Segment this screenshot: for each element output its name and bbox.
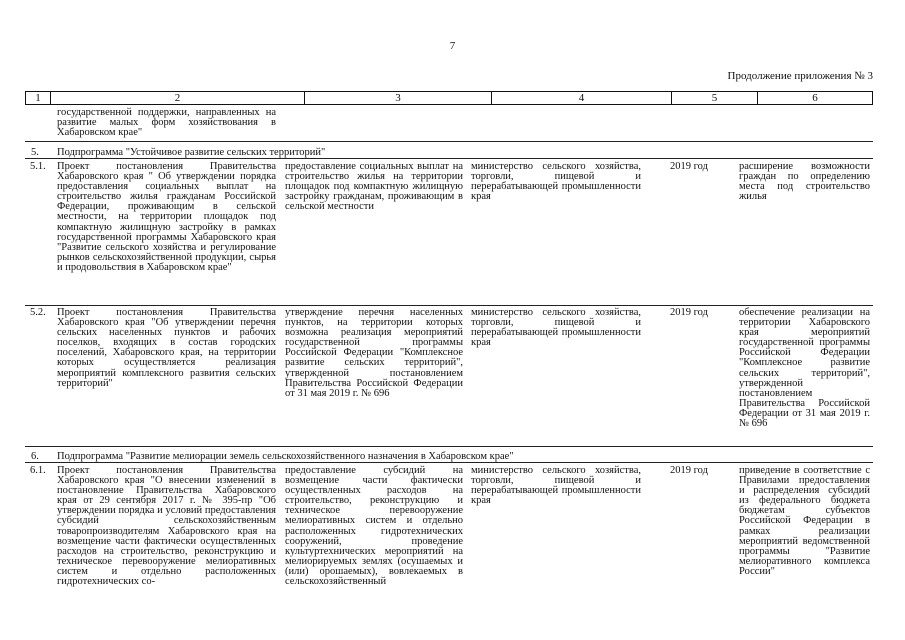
header-col-1: 1 <box>26 92 51 104</box>
row-divider <box>25 305 873 306</box>
appendix-continuation: Продолжение приложения № 3 <box>727 70 873 82</box>
section-title: Подпрограмма "Развитие мелиорации земель сельскохозяйственного назначения в Хабаровском крае" <box>57 451 514 462</box>
row-result: расширение возможности граждан по определению места под строительство жилья <box>739 161 870 203</box>
row-act: Проект постановления Правительства Хабаровского края " Об утверждении порядка предоставления социальных выплат на строительство жилья гражданам Российской Федерации, проживающим в сельской местности, на территории площадок под компактную жилищную застройку в рамках государственной программы Хабаровского края "Развитие сельского хозяйства и регулирование рынков сельскохозяйственной продукции, сырья и продовольствия в Хабаровском крае" <box>57 161 276 273</box>
row-subject: предоставление социальных выплат на строительство жилья на территории площадок под компактную жилищную застройку гражданам, проживающим в сельской местности <box>285 161 463 213</box>
header-col-2: 2 <box>51 92 305 104</box>
header-col-6: 6 <box>812 92 818 104</box>
row-result: обеспечение реализации на территории Хабаровского края мероприятий государственной программы Российской Федерации "Комплексное развитие сельских территорий", утвержденной постановлением Правительства Российской Федерации от 31 мая 2019 г. № 696 <box>739 307 870 430</box>
row-divider <box>25 158 873 159</box>
section-number: 6. <box>31 451 39 462</box>
row-act: Проект постановления Правительства Хабаровского края "О внесении изменений в постановление Правительства Хабаровского края от 29 сентября 2017 г. № 395-пр "Об утверждении порядка и условий предоставления субсидий сельскохозяйственным товаропроизводителям Хабаровского края на возмещение части фактически осуществленных расходов на строительство, реконструкцию и техническое перевооружение мелиоративных систем и отдельно расположенных гидротехнических со- <box>57 465 276 588</box>
page-number: 7 <box>449 40 456 52</box>
row-number: 5.1. <box>30 161 46 172</box>
row-year: 2019 год <box>670 307 708 318</box>
row-number: 5.2. <box>30 307 46 318</box>
section-title: Подпрограмма "Устойчивое развитие сельских территорий" <box>57 147 326 158</box>
section-number: 5. <box>31 147 39 158</box>
carry-over-text: государственной поддержки, направленных на развитие малых форм хозяйствования в Хабаровском крае" <box>57 107 276 139</box>
row-year: 2019 год <box>670 161 708 172</box>
row-executor: министерство сельского хозяйства, торговли, пищевой и перерабатывающей промышленности края <box>471 307 641 349</box>
header-col-4: 4 <box>492 92 672 104</box>
row-subject: предоставление субсидий на возмещение части фактически осуществленных расходов на строительство, реконструкцию и техническое перевооружение мелиоративных систем и отдельно расположенных гидротехнических сооружений, проведение культуртехнических мероприятий на мелиорируемых землях (осушаемых и (или) орошаемых), вовлекаемых в сельскохозяйственный <box>285 465 463 588</box>
row-divider <box>25 462 873 463</box>
row-number: 6.1. <box>30 465 46 476</box>
table-header <box>25 91 873 105</box>
row-executor: министерство сельского хозяйства, торговли, пищевой и перерабатывающей промышленности края <box>471 465 641 507</box>
row-result: приведение в соответствие с Правилами предоставления и распределения субсидий из федерального бюджета бюджетам субъектов Российской Федерации в рамках реализации мероприятий ведомственной программы "Развитие мелиоративного комплекса России" <box>739 465 870 577</box>
row-year: 2019 год <box>670 465 708 476</box>
row-subject: утверждение перечня населенных пунктов, на территории которых возможна реализация мероприятий государственной программы Российской Федерации "Комплексное развитие сельских территорий", утвержденной постановлением Правительства Российской Федерации от 31 мая 2019 г. № 696 <box>285 307 463 399</box>
header-col-5: 5 <box>672 92 758 104</box>
row-divider <box>25 141 873 142</box>
row-executor: министерство сельского хозяйства, торговли, пищевой и перерабатывающей промышленности края <box>471 161 641 203</box>
row-divider <box>25 446 873 447</box>
row-act: Проект постановления Правительства Хабаровского края "Об утверждении перечня сельских населенных пунктов и рабочих поселков, входящих в состав городских поселений, Хабаровского края, на территории которых осуществляется реализация мероприятий комплексного развития сельских территорий" <box>57 307 276 389</box>
header-col-3: 3 <box>305 92 492 104</box>
